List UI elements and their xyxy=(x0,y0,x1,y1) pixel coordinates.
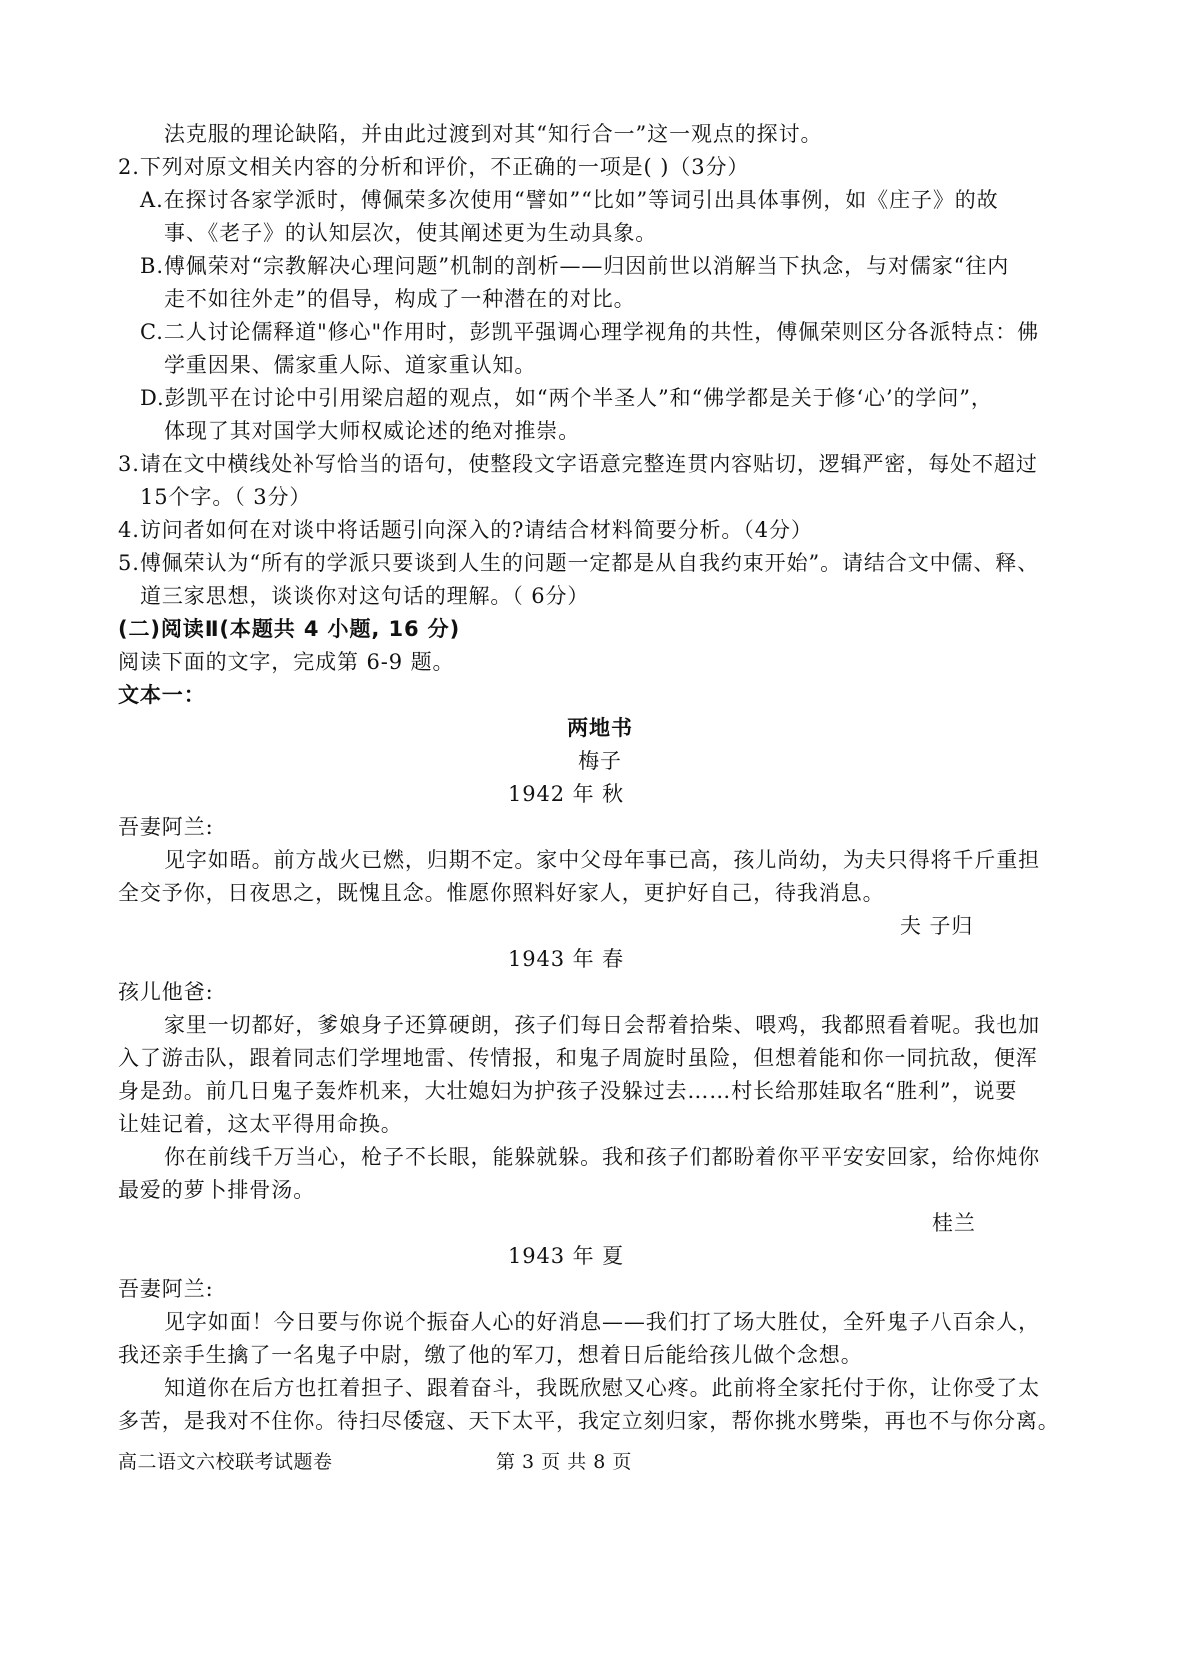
footer-exam-name: 高二语文六校联考试题卷 xyxy=(118,1451,333,1473)
question-5-cont: 道三家思想，谈谈你对这句话的理解。（ 6分） xyxy=(140,584,590,608)
article-title: 两地书 xyxy=(567,716,633,740)
option-b-cont: 走不如往外走”的倡导，构成了一种潜在的对比。 xyxy=(164,287,636,311)
letter-body-2-cont: 入了游击队，跟着同志们学埋地雷、传情报，和鬼子周旋时虽险，但想着能和你一同抗敌，便浑 xyxy=(118,1046,1038,1070)
letter-body-3b-cont: 多苦，是我对不住你。待扫尽倭寇、天下太平，我定立刻归家，帮你挑水劈柴，再也不与你分离。 xyxy=(118,1409,1060,1433)
question-5: 5.傅佩荣认为“所有的学派只要谈到人生的问题一定都是从自我约束开始”。请结合文中儒、释、 xyxy=(118,551,1040,575)
letter-body-3b: 知道你在后方也扛着担子、跟着奋斗，我既欣慰又心疼。此前将全家托付于你，让你受了太 xyxy=(164,1376,1040,1400)
letter-body-3-cont: 我还亲手生擒了一名鬼子中尉，缴了他的军刀，想着日后能给孩儿做个念想。 xyxy=(118,1343,863,1367)
letter-signature-1: 夫 子归 xyxy=(900,914,974,938)
option-b: B.傅佩荣对“宗教解决心理问题”机制的剖析——归因前世以消解当下执念，与对儒家“往内 xyxy=(140,254,1010,278)
letter-salutation-1: 吾妻阿兰: xyxy=(118,815,214,839)
letter-body-2-cont: 身是劲。前几日鬼子轰炸机来，大壮媳妇为护孩子没躲过去……村长给那娃取名“胜利”，说要 xyxy=(118,1079,1018,1103)
question-2: 2.下列对原文相关内容的分析和评价，不正确的一项是( )（3分） xyxy=(118,155,750,179)
option-a: A.在探讨各家学派时，傅佩荣多次使用“譬如”“比如”等词引出具体事例，如《庄子》的故 xyxy=(140,188,999,212)
question-4: 4.访问者如何在对谈中将话题引向深入的?请结合材料简要分析。（4分） xyxy=(118,518,813,542)
option-c-cont: 学重因果、儒家重人际、道家重认知。 xyxy=(164,353,537,377)
letter-body-2-cont: 让娃记着，这太平得用命换。 xyxy=(118,1112,403,1136)
text-one-label: 文本一： xyxy=(118,683,206,707)
footer-page-info: 第 3 页 共 8 页 xyxy=(496,1451,632,1473)
letter-body-3: 见字如面！今日要与你说个振奋人心的好消息——我们打了场大胜仗，全歼鬼子八百余人， xyxy=(164,1310,1040,1334)
article-author: 梅子 xyxy=(578,749,622,773)
question-3-cont: 15个字。（ 3分） xyxy=(140,485,312,509)
text-line: 法克服的理论缺陷，并由此过渡到对其“知行合一”这一观点的探讨。 xyxy=(164,122,823,146)
letter-date-3: 1943 年 夏 xyxy=(508,1244,624,1268)
section-instruction: 阅读下面的文字，完成第 6-9 题。 xyxy=(118,650,455,674)
letter-body-2: 家里一切都好，爹娘身子还算硬朗，孩子们每日会帮着拾柴、喂鸡，我都照看着呢。我也加 xyxy=(164,1013,1040,1037)
letter-body-2b-cont: 最爱的萝卜排骨汤。 xyxy=(118,1178,316,1202)
option-c: C.二人讨论儒释道"修心"作用时，彭凯平强调心理学视角的共性，傅佩荣则区分各派特点：佛 xyxy=(140,320,1040,344)
option-d: D.彭凯平在讨论中引用梁启超的观点，如“两个半圣人”和“佛学都是关于修‘心’的学问”， xyxy=(140,386,993,410)
letter-date-1: 1942 年 秋 xyxy=(508,782,624,806)
letter-date-2: 1943 年 春 xyxy=(508,947,624,971)
option-d-cont: 体现了其对国学大师权威论述的绝对推崇。 xyxy=(164,419,581,443)
section-heading: (二)阅读Ⅱ(本题共 4 小题, 16 分) xyxy=(118,617,461,641)
letter-salutation-2: 孩儿他爸: xyxy=(118,980,214,1004)
letter-body-2b: 你在前线千万当心，枪子不长眼，能躲就躲。我和孩子们都盼着你平平安安回家，给你炖你 xyxy=(164,1145,1040,1169)
letter-signature-2: 桂兰 xyxy=(932,1211,976,1235)
question-3: 3.请在文中横线处补写恰当的语句，使整段文字语意完整连贯内容贴切，逻辑严密，每处不超过 xyxy=(118,452,1038,476)
letter-body-1: 见字如晤。前方战火已燃，归期不定。家中父母年事已高，孩儿尚幼，为夫只得将千斤重担 xyxy=(164,848,1040,872)
letter-salutation-3: 吾妻阿兰: xyxy=(118,1277,214,1301)
option-a-cont: 事、《老子》的认知层次，使其阐述更为生动具象。 xyxy=(164,221,658,245)
letter-body-1-cont: 全交予你，日夜思之，既愧且念。惟愿你照料好家人，更护好自己，待我消息。 xyxy=(118,881,885,905)
